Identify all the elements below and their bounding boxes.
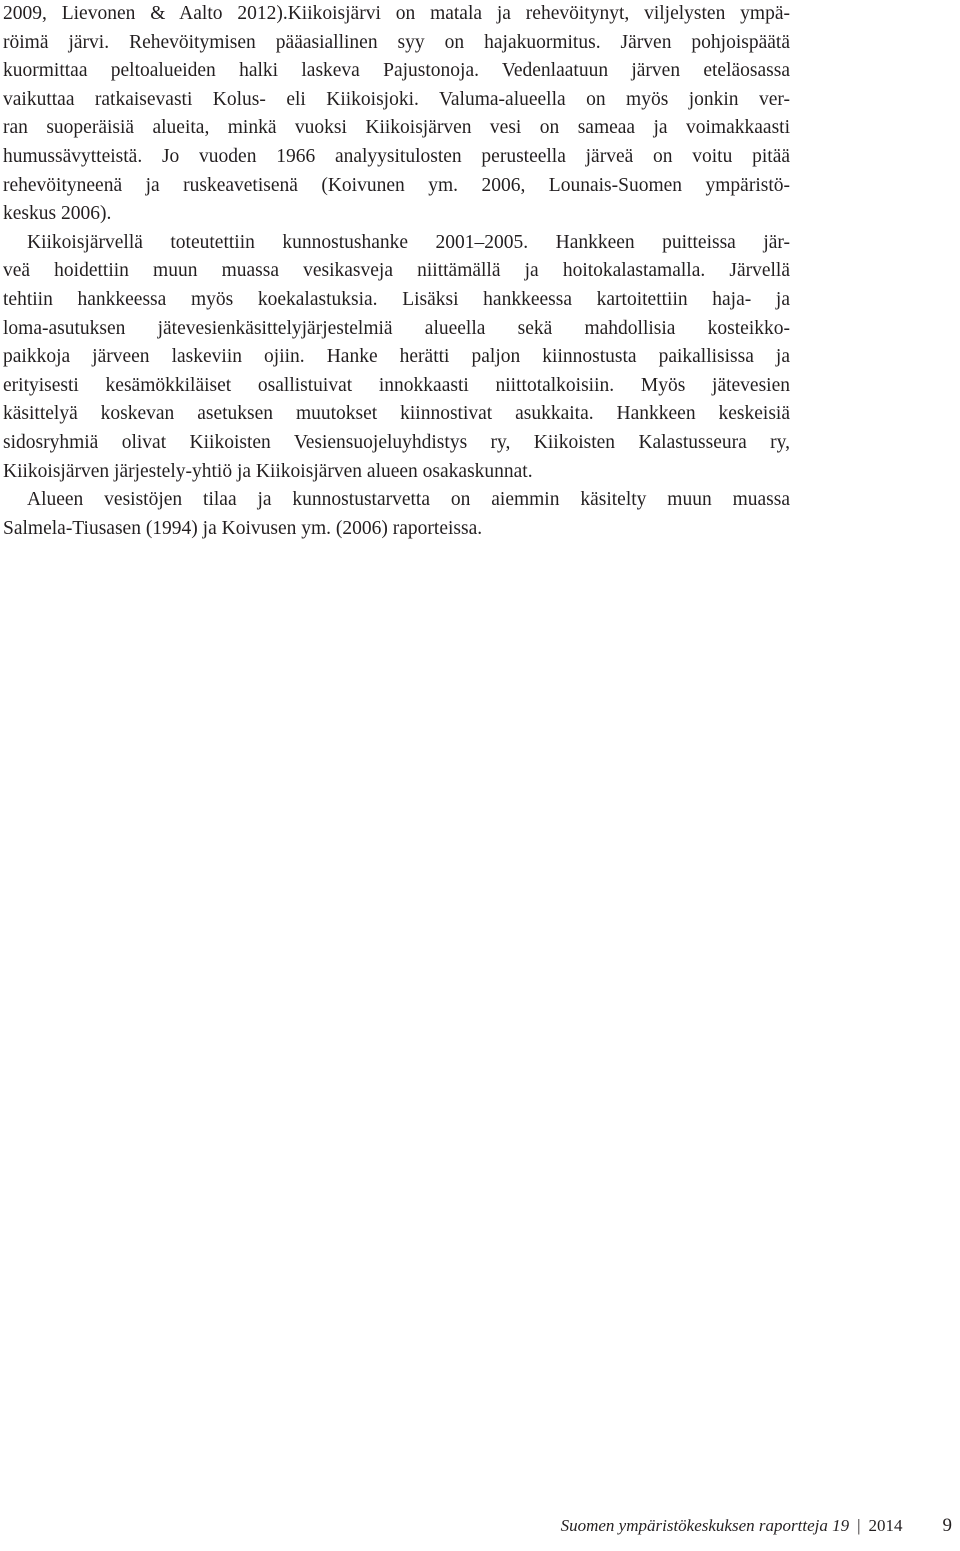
text-line: rehevöityneenä ja ruskeavetisenä (Koivunen ym. 2006, Lounais-Suomen ympäristö- <box>3 174 790 196</box>
report-series-title: Suomen ympäristökeskuksen raportteja 19 <box>560 1516 850 1535</box>
footer-separator: | <box>857 1516 861 1535</box>
text-line: sidosryhmiä olivat Kiikoisten Vesiensuojeluyhdistys ry, Kiikoisten Kalastusseura ry, <box>3 431 790 453</box>
text-line: 2009, Lievonen & Aalto 2012).Kiikoisjärvi on matala ja rehevöitynyt, viljelysten ympä- <box>3 3 790 24</box>
text-line: tehtiin hankkeessa myös koekalastuksia. Lisäksi hankkeessa kartoitettiin haja- ja <box>3 288 790 310</box>
text-line: erityisesti kesämökkiläiset osallistuivat innokkaasti niittotalkoisiin. Myös jätevesien <box>3 374 790 396</box>
paragraph-3 <box>3 486 790 543</box>
text-line: keskus 2006). <box>3 203 112 225</box>
text-line: Kiikoisjärvellä toteutettiin kunnostushanke 2001–2005. Hankkeen puitteissa jär- <box>27 231 790 253</box>
text-line: Salmela-Tiusasen (1994) ja Koivusen ym. (2006) raporteissa. <box>3 517 483 539</box>
paragraph-1 <box>3 0 790 229</box>
paragraph-2 <box>3 229 790 486</box>
text-line: Alueen vesistöjen tilaa ja kunnostustarvetta on aiemmin käsitelty muun muassa <box>27 489 790 511</box>
page-footer <box>561 1515 952 1537</box>
text-line: vaikuttaa ratkaisevasti Kolus- eli Kiikoisjoki. Valuma-alueella on myös jonkin ver- <box>3 88 790 110</box>
text-line: kuormittaa peltoalueiden halki laskeva Pajustonoja. Vedenlaatuun järven eteläosassa <box>3 60 790 82</box>
text-line: veä hoidettiin muun muassa vesikasveja niittämällä ja hoitokalastamalla. Järvellä <box>3 260 790 282</box>
page-number: 9 <box>942 1515 952 1536</box>
publication-year: 2014 <box>868 1516 903 1535</box>
text-line: humussävytteistä. Jo vuoden 1966 analyysitulosten perusteella järveä on voitu pitää <box>3 145 790 167</box>
text-line: Kiikoisjärven järjestely-yhtiö ja Kiikoisjärven alueen osakaskunnat. <box>3 460 533 482</box>
body-text <box>3 0 790 543</box>
text-line: röimä järvi. Rehevöitymisen pääasiallinen syy on hajakuormitus. Järven pohjoispäätä <box>3 31 790 53</box>
text-line: käsittelyä koskevan asetuksen muutokset kiinnostivat asukkaita. Hankkeen keskeisiä <box>3 403 790 425</box>
text-line: paikkoja järveen laskeviin ojiin. Hanke herätti paljon kiinnostusta paikallisissa ja <box>3 346 790 368</box>
text-line: loma-asutuksen jätevesienkäsittelyjärjestelmiä alueella sekä mahdollisia kosteikko- <box>3 317 790 339</box>
text-line: ran suoperäisiä alueita, minkä vuoksi Kiikoisjärven vesi on sameaa ja voimakkaasti <box>3 117 790 139</box>
